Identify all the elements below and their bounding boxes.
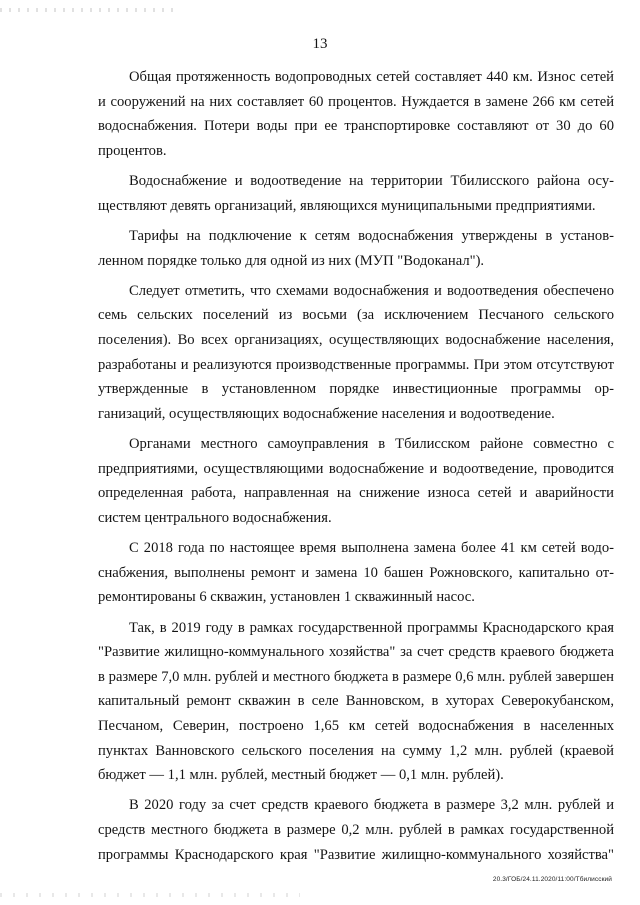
paragraph-network-length: Общая протяженность водопроводных сетей составляет 440 км. Износ сетей и сооружений на них составляет 60 процентов. Нуждается в замене 266 км сетей водоснабжения. Потери воды при ее транспортировке составляют от 30 до 60 процентов.	[98, 69, 614, 159]
scan-artifact-bottom	[0, 893, 300, 897]
paragraph-local-government: Органами местного самоуправления в Тбилисском районе совместно с предприятиями, осуществляющими водоснабжение и водоотведение, проводится определенная работа, направленная на снижение износа сетей и аварийности систем центрального водоснабжения.	[98, 436, 614, 526]
paragraph-tariffs: Тарифы на подключение к сетям водоснабжения утверждены в установленном порядке только для одной из них (МУП "Водоканал").	[98, 227, 614, 269]
document-body	[98, 65, 614, 867]
paragraph-schemes: Следует отметить, что схемами водоснабжения и водоотведения обеспечено семь сельских поселений из восьми (за исключением Песчаного сельского поселения). Во всех организациях, осуществляющих водоснабжение населения, разработаны и реализуются производственные программы. При этом отсутствуют утвержденные в установленном порядке инвестиционные программы организаций, осуществляющих водоснабжение населения и водоотведение.	[98, 282, 614, 422]
paragraph-organizations: Водоснабжение и водоотведение на территории Тбилисского района осуществляют девять организаций, являющихся муниципальными предприятиями.	[98, 173, 614, 214]
document-stamp: 20.3/ГОБ/24.11.2020/11:00/Тбилисский	[492, 876, 612, 883]
paragraph-2020: В 2020 году за счет средств краевого бюджета в размере 3,2 млн. рублей и средств местного бюджета в размере 0,2 млн. рублей в рамках государственной программы Краснодарского края "Развитие жилищно-коммунального хозяйства"	[98, 797, 614, 863]
paragraph-since-2018: С 2018 года по настоящее время выполнена замена более 41 км сетей водоснабжения, выполнены ремонт и замена 10 башен Рожновского, капитально отремонтированы 6 скважин, установлен 1 скважинный насос.	[98, 540, 614, 606]
paragraph-2019: Так, в 2019 году в рамках государственной программы Краснодарского края "Развитие жилищно-коммунального хозяйства" за счет средств краевого бюджета в размере 7,0 млн. рублей и местного бюджета в размере 0,6 млн. рублей завершен капитальный ремонт скважин в селе Ванновском, в хуторах Северокубанском, Песчаном, Северин, построено 1,65 км сетей водоснабжения в населенных пунктах Ванновского сельского поселения на сумму 1,2 млн. рублей (краевой бюджет — 1,1 млн. рублей, местный бюджет — 0,1 млн. рублей).	[98, 619, 614, 784]
page-number: 13	[312, 36, 328, 52]
scan-artifact-top	[0, 8, 180, 12]
